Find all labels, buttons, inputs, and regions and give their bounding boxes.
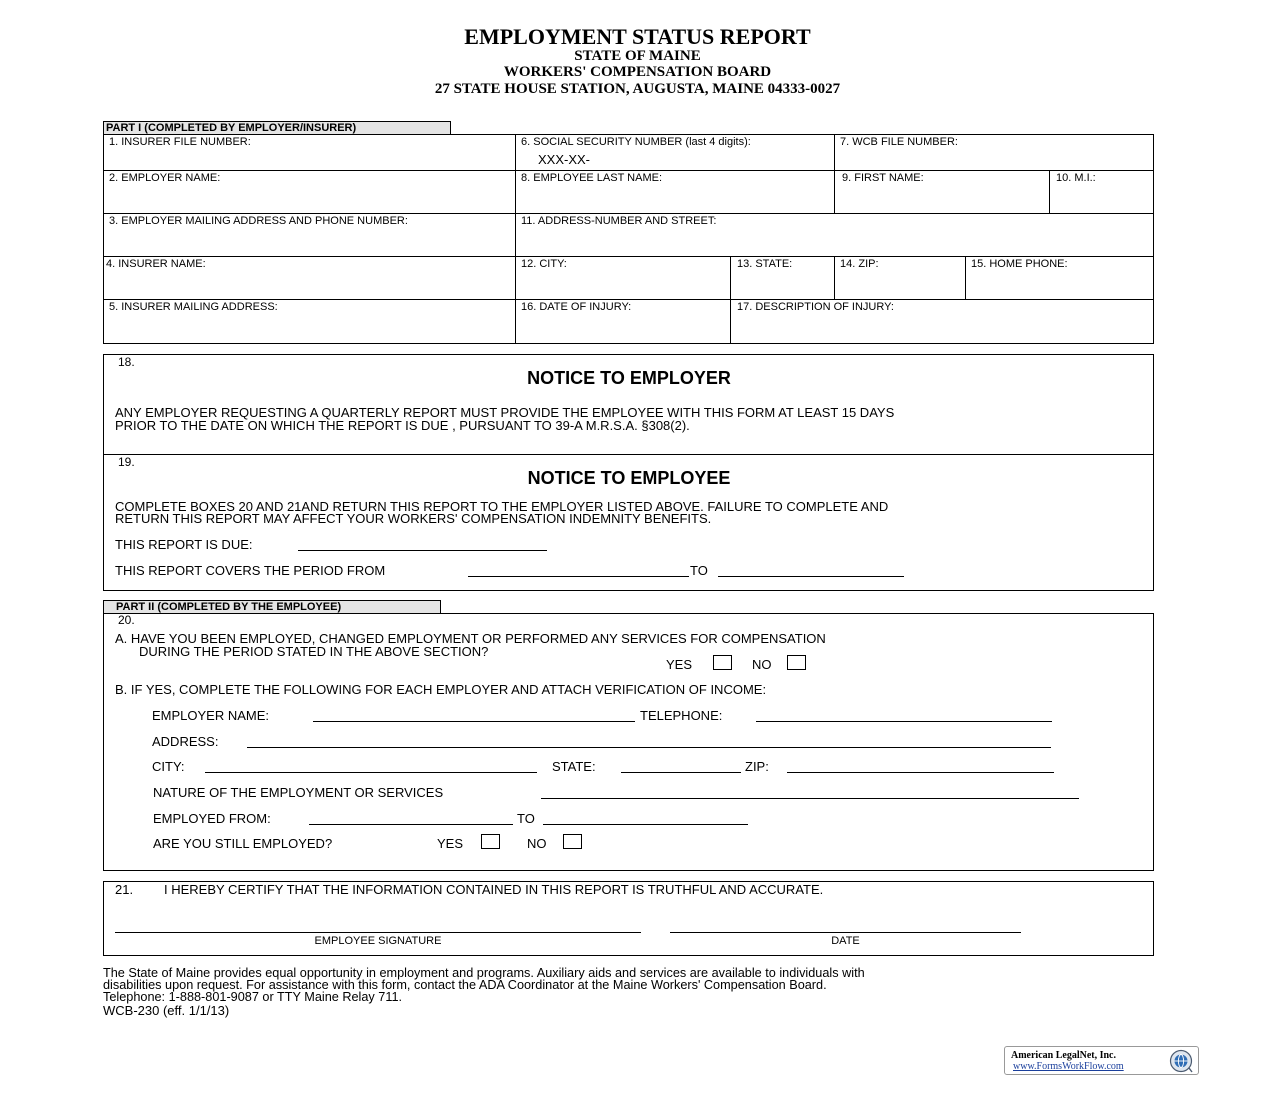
- date-caption: DATE: [831, 935, 860, 947]
- zip-field[interactable]: 14. ZIP:: [840, 258, 879, 270]
- still-employed-yes-label: YES: [437, 836, 464, 851]
- notice-employer-title: NOTICE TO EMPLOYER: [527, 368, 731, 388]
- americanlegalnet-logo: [1004, 1046, 1199, 1075]
- part2-number: 20.: [118, 613, 135, 627]
- question-a-yes-label: YES: [666, 657, 693, 672]
- signature-caption: EMPLOYEE SIGNATURE: [314, 935, 442, 947]
- period-from-line[interactable]: [468, 576, 689, 577]
- certify-text: I HEREBY CERTIFY THAT THE INFORMATION CONTAINED IN THIS REPORT IS TRUTHFUL AND ACCURATE.: [164, 882, 824, 897]
- question-b: B. IF YES, COMPLETE THE FOLLOWING FOR EACH EMPLOYER AND ATTACH VERIFICATION OF INCOME:: [115, 682, 767, 697]
- question-a-yes-checkbox[interactable]: [713, 655, 732, 670]
- date-of-injury-field[interactable]: 16. DATE OF INJURY:: [521, 301, 632, 313]
- form-board: WORKERS' COMPENSATION BOARD: [503, 64, 772, 80]
- date-line[interactable]: [670, 932, 1021, 933]
- globe-icon: [1169, 1049, 1193, 1078]
- still-employed-no-label: NO: [527, 836, 547, 851]
- part1-tab: PART I (COMPLETED BY EMPLOYER/INSURER): [103, 121, 451, 135]
- notice-employer-number: 18.: [118, 355, 135, 369]
- address-label: ADDRESS:: [152, 734, 219, 749]
- employed-to-line[interactable]: [543, 824, 748, 825]
- employer-name-line[interactable]: [313, 721, 635, 722]
- question-a-line1: A. HAVE YOU BEEN EMPLOYED, CHANGED EMPLOYMENT OR PERFORMED ANY SERVICES FOR COMPENSATION: [115, 631, 826, 646]
- certify-number: 21.: [115, 882, 134, 897]
- report-due-line[interactable]: [298, 550, 547, 551]
- logo-url[interactable]: www.FormsWorkFlow.com: [1013, 1061, 1124, 1072]
- zip-label: ZIP:: [745, 759, 769, 774]
- period-from-label: THIS REPORT COVERS THE PERIOD FROM: [115, 563, 386, 578]
- city-line[interactable]: [205, 772, 537, 773]
- address-line[interactable]: [247, 747, 1051, 748]
- ssn-field[interactable]: 6. SOCIAL SECURITY NUMBER (last 4 digits):: [521, 136, 751, 148]
- employee-street-address-field[interactable]: 11. ADDRESS-NUMBER AND STREET:: [521, 215, 717, 227]
- still-employed-yes-checkbox[interactable]: [481, 834, 500, 849]
- form-address: 27 STATE HOUSE STATION, AUGUSTA, MAINE 04333-0027: [434, 81, 841, 97]
- city-label: CITY:: [152, 759, 185, 774]
- employee-last-name-field[interactable]: 8. EMPLOYEE LAST NAME:: [521, 172, 663, 184]
- footer-line1: The State of Maine provides equal opportunity in employment and programs. Auxiliary aids and services are available to individuals with: [103, 966, 865, 980]
- telephone-line[interactable]: [756, 721, 1052, 722]
- notice-employee-line2: RETURN THIS REPORT MAY AFFECT YOUR WORKERS' COMPENSATION INDEMNITY BENEFITS.: [115, 511, 712, 526]
- nature-line[interactable]: [541, 798, 1079, 799]
- description-of-injury-field[interactable]: 17. DESCRIPTION OF INJURY:: [737, 301, 894, 313]
- home-phone-field[interactable]: 15. HOME PHONE:: [971, 258, 1068, 270]
- notice-employee-line1: COMPLETE BOXES 20 AND 21AND RETURN THIS REPORT TO THE EMPLOYER LISTED ABOVE. FAILURE TO COMPLETE AND: [115, 499, 889, 514]
- form-id: WCB-230 (eff. 1/1/13): [103, 1003, 230, 1018]
- footer-line3: Telephone: 1-888-801-9087 or TTY Maine Relay 711.: [103, 990, 403, 1004]
- first-name-field[interactable]: 9. FIRST NAME:: [842, 172, 924, 184]
- employed-from-line[interactable]: [309, 824, 513, 825]
- still-employed-no-checkbox[interactable]: [563, 834, 582, 849]
- notice-employee-number: 19.: [118, 455, 135, 469]
- employer-name-label: EMPLOYER NAME:: [152, 708, 270, 723]
- form-state: STATE OF MAINE: [574, 48, 701, 64]
- city-field[interactable]: 12. CITY:: [521, 258, 567, 270]
- still-employed-label: ARE YOU STILL EMPLOYED?: [153, 836, 333, 851]
- notice-employee-title: NOTICE TO EMPLOYEE: [527, 468, 731, 488]
- state-field[interactable]: 13. STATE:: [737, 258, 793, 270]
- form-title: EMPLOYMENT STATUS REPORT: [464, 24, 811, 49]
- notice-employer-line1: ANY EMPLOYER REQUESTING A QUARTERLY REPORT MUST PROVIDE THE EMPLOYEE WITH THIS FORM AT LEAST 15 DAYS: [115, 405, 895, 420]
- insurer-name-field[interactable]: 4. INSURER NAME:: [106, 258, 206, 270]
- ssn-value: XXX-XX-: [538, 152, 591, 167]
- nature-label: NATURE OF THE EMPLOYMENT OR SERVICES: [153, 785, 444, 800]
- part2-tab: PART II (COMPLETED BY THE EMPLOYEE): [103, 600, 441, 614]
- insurer-file-number-field[interactable]: 1. INSURER FILE NUMBER:: [109, 136, 251, 148]
- employed-from-label: EMPLOYED FROM:: [153, 811, 271, 826]
- employer-name-field[interactable]: 2. EMPLOYER NAME:: [109, 172, 221, 184]
- middle-initial-field[interactable]: 10. M.I.:: [1056, 172, 1096, 184]
- footer-line2: disabilities upon request. For assistance with this form, contact the ADA Coordinator at the Maine Workers' Compensation Board.: [103, 978, 827, 992]
- period-to-line[interactable]: [718, 576, 904, 577]
- zip-line[interactable]: [787, 772, 1054, 773]
- state-line[interactable]: [621, 772, 741, 773]
- wcb-file-number-field[interactable]: 7. WCB FILE NUMBER:: [840, 136, 958, 148]
- question-a-line2: DURING THE PERIOD STATED IN THE ABOVE SECTION?: [139, 644, 489, 659]
- notice-employer-line2: PRIOR TO THE DATE ON WHICH THE REPORT IS DUE , PURSUANT TO 39-A M.R.S.A. §308(2).: [115, 418, 690, 433]
- logo-company-name: American LegalNet, Inc.: [1011, 1050, 1116, 1061]
- signature-line[interactable]: [115, 932, 641, 933]
- question-a-no-label: NO: [752, 657, 772, 672]
- state-label: STATE:: [552, 759, 596, 774]
- report-due-label: THIS REPORT IS DUE:: [115, 537, 253, 552]
- telephone-label: TELEPHONE:: [640, 708, 723, 723]
- question-a-no-checkbox[interactable]: [787, 655, 806, 670]
- employed-to-label: TO: [517, 811, 535, 826]
- period-to-label: TO: [690, 563, 708, 578]
- insurer-mailing-address-field[interactable]: 5. INSURER MAILING ADDRESS:: [109, 301, 278, 313]
- employer-address-phone-field[interactable]: 3. EMPLOYER MAILING ADDRESS AND PHONE NUMBER:: [109, 215, 408, 227]
